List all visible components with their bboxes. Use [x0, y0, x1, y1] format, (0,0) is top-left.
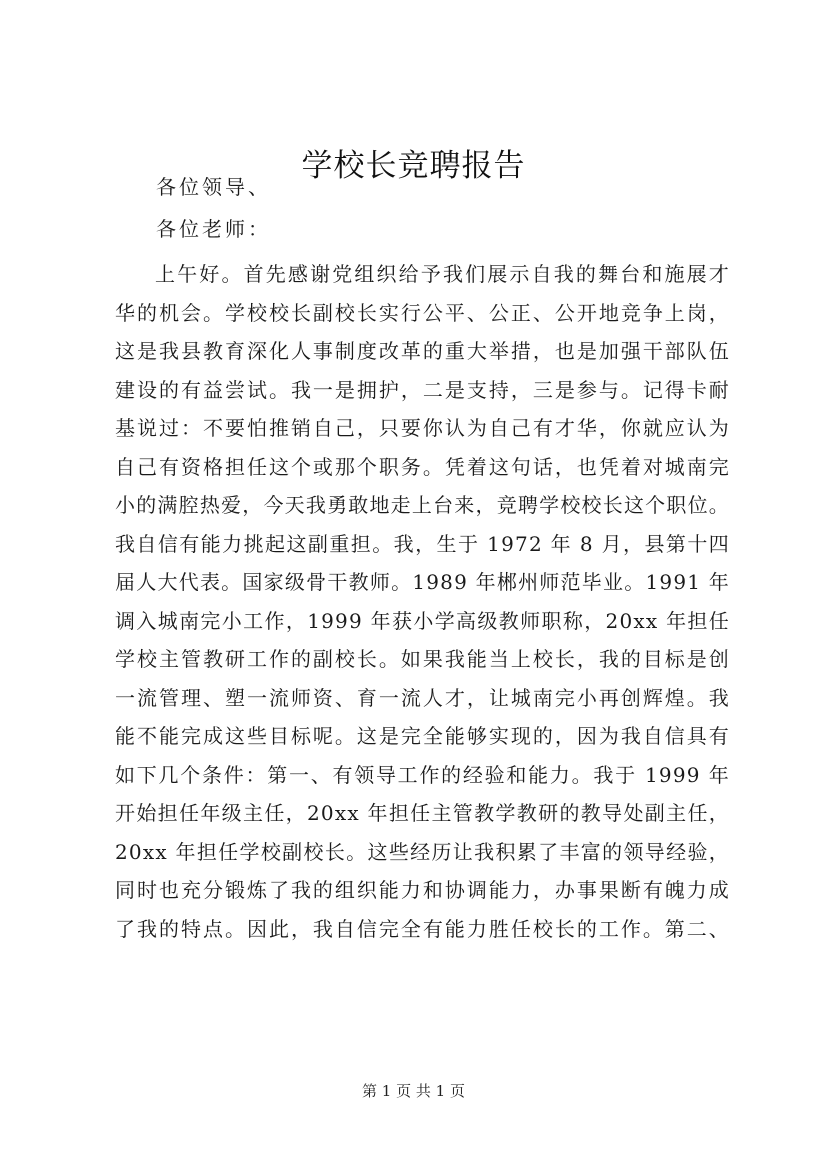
paragraph-line: 能不能完成这些目标呢。这是完全能够实现的，因为我自信具有: [115, 724, 730, 748]
body-paragraph: [115, 222, 730, 948]
paragraph-line: 华的机会。学校校长副校长实行公平、公正、公开地竞争上岗，: [115, 300, 730, 325]
paragraph-line: 同时也充分锻炼了我的组织能力和协调能力，办事果断有魄力成: [115, 878, 730, 902]
paragraph-line: 调入城南完小工作，1999 年获小学高级教师职称，20xx 年担任: [115, 608, 730, 633]
paragraph-line: 一流管理、塑一流师资、育一流人才，让城南完小再创辉煌。我: [115, 685, 730, 710]
paragraph-line: 学校主管教研工作的副校长。如果我能当上校长，我的目标是创: [115, 647, 730, 671]
document-title: 学校长竞聘报告: [301, 148, 526, 184]
paragraph-line: 基说过：不要怕推销自己，只要你认为自己有才华，你就应认为: [115, 416, 730, 440]
paragraph-line: 自己有资格担任这个或那个职务。凭着这句话，也凭着对城南完: [115, 454, 730, 479]
paragraph-line: 届人大代表。国家级骨干教师。1989 年郴州师范毕业。1991 年: [115, 570, 730, 594]
paragraph-line: 小的满腔热爱，今天我勇敢地走上台来，竞聘学校校长这个职位。: [115, 493, 730, 517]
paragraph-line: 我自信有能力挑起这副重担。我，生于 1972 年 8 月，县第十四: [115, 531, 730, 556]
salutation-leaders: 各位领导、: [156, 175, 271, 199]
page-number-footer: 第 1 页 共 1 页: [362, 1082, 465, 1100]
paragraph-line: 开始担任年级主任，20xx 年担任主管教学教研的教导处副主任，: [115, 801, 730, 825]
paragraph-line: 如下几个条件：第一、有领导工作的经验和能力。我于 1999 年: [115, 762, 730, 787]
paragraph-line: 建设的有益尝试。我一是拥护，二是支持，三是参与。记得卡耐: [115, 377, 730, 402]
paragraph-line: 20xx 年担任学校副校长。这些经历让我积累了丰富的领导经验，: [115, 839, 730, 864]
salutation-teachers: 各位老师：: [156, 217, 271, 241]
paragraph-line: 这是我县教育深化人事制度改革的重大举措，也是加强干部队伍: [115, 339, 730, 363]
paragraph-line: 上午好。首先感谢党组织给予我们展示自我的舞台和施展才: [155, 262, 730, 286]
paragraph-line: 了我的特点。因此，我自信完全有能力胜任校长的工作。第二、: [115, 916, 730, 941]
